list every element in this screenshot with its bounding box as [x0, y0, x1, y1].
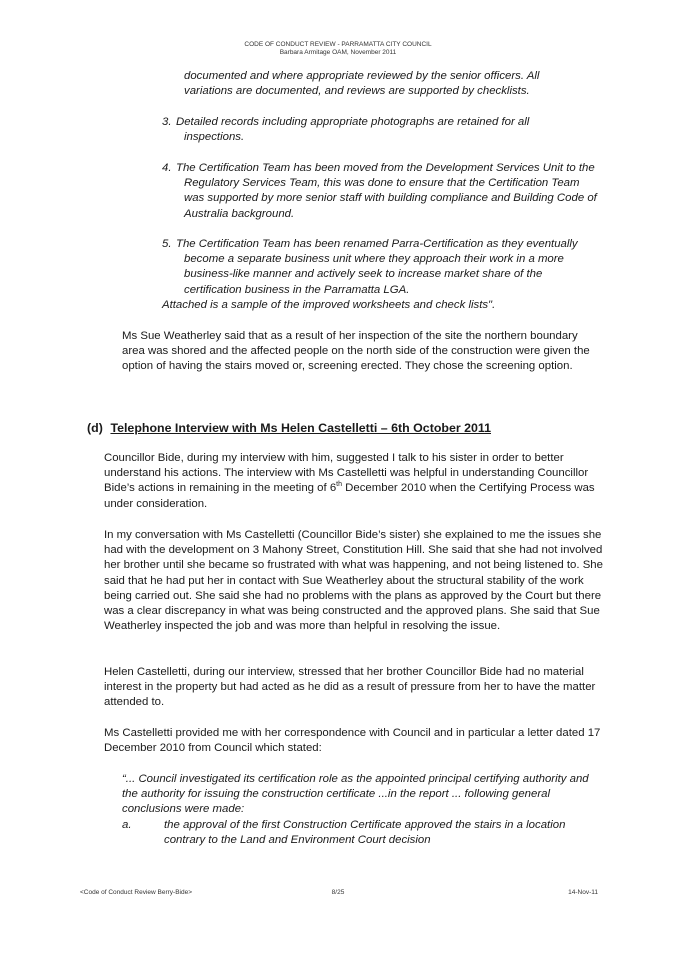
- paragraph-2: In my conversation with Ms Castelletti (Councillor Bide’s sister) she explained to me the issues she had with the development on 3 Mahony Street, Constitution Hill. She said that she had not involved her brother until she became so frustrated with what was happening, and not being listened to. She said that he had put her in contact with Sue Weatherley about the structural stability of the work being carried out. She said she had no problems with the plans as approved by the Court but there was a clear discrepancy in what was being constructed and the approved plans. She said that Sue Weatherley inspected the job and was more than helpful in resolving the issue.: [104, 529, 603, 633]
- list-item-4: The Certification Team has been moved from the Development Services Unit to the Regulatory Services Team, this was done to ensure that the Certification Team was supported by more senior staff with building compliance and Building Code of Australia background.: [176, 162, 597, 220]
- section-title: Telephone Interview with Ms Helen Castelletti – 6th October 2011: [110, 421, 491, 435]
- list-number-5: 5.: [162, 238, 172, 250]
- list-item-a: the approval of the first Construction Certificate approved the stairs in a location contrary to the Land and Environment Court decision: [164, 819, 566, 847]
- paragraph-3: Helen Castelletti, during our interview, stressed that her brother Councillor Bide had no material interest in the property but had acted as he did as a result of pressure from her to have the matter attended to.: [104, 666, 596, 709]
- running-header-author: Barbara Armitage OAM, November 2011: [279, 49, 397, 56]
- paragraph-1: [104, 451, 604, 512]
- list-item-3: Detailed records including appropriate photographs are retained for all inspections.: [176, 116, 530, 144]
- footer-date: 14-Nov-11: [568, 889, 598, 896]
- running-header-title: CODE OF CONDUCT REVIEW - PARRAMATTA CITY COUNCIL: [244, 41, 432, 48]
- footer-page-number: 8/25: [331, 889, 345, 896]
- quote-letter: “... Council investigated its certification role as the appointed principal certifying authority and the authority for issuing the construction certificate ...in the report ... following general conclusions were made:: [122, 773, 589, 816]
- section-label: (d): [87, 421, 103, 435]
- list-number-3: 3.: [162, 116, 172, 128]
- paragraph-weatherley: Ms Sue Weatherley said that as a result of her inspection of the site the northern boundary area was shored and the affected people on the north side of the construction were given the option of having the stairs moved or, screening erected. They chose the screening option.: [122, 330, 590, 373]
- list-number-4: 4.: [162, 162, 172, 174]
- paragraph-1-text: Councillor Bide, during my interview with him, suggested I talk to his sister in order to better understand his actions. The interview with Ms Castelletti was helpful in understanding Councillor Bide’s actions in remaining in the meeting of 6: [104, 452, 589, 495]
- paragraph-1-tail: December 2010 when the Certifying Process was under consideration.: [104, 482, 595, 510]
- quote-continuation: documented and where appropriate reviewed by the senior officers. All variations are documented, and reviews are supported by checklists.: [184, 70, 540, 98]
- superscript: th: [336, 481, 343, 489]
- section-heading: [87, 420, 491, 436]
- list-item-5: The Certification Team has been renamed Parra-Certification as they eventually become a separate business unit where they approach their work in a more business-like manner and actively seek to increase market share of the certification business in the Parramatta LGA.: [176, 238, 578, 296]
- list-letter-a: a.: [122, 819, 132, 831]
- attached-note: Attached is a sample of the improved worksheets and check lists".: [162, 299, 496, 311]
- footer-document-name: <Code of Conduct Review Berry-Bide>: [80, 889, 193, 896]
- paragraph-4: Ms Castelletti provided me with her correspondence with Council and in particular a letter dated 17 December 2010 from Council which stated:: [104, 727, 601, 755]
